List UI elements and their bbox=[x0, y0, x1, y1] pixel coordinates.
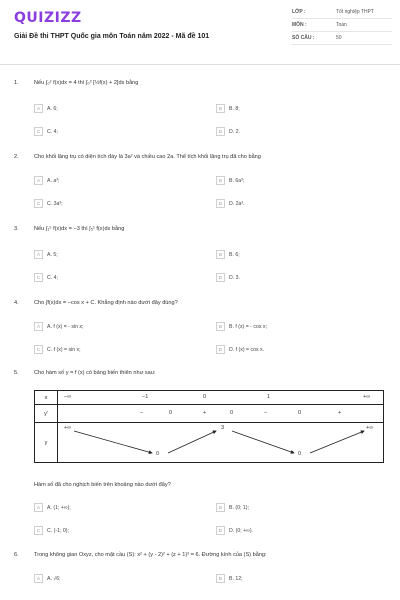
option-c[interactable] bbox=[34, 273, 58, 282]
option-a[interactable] bbox=[34, 176, 59, 185]
x-value: −∞ bbox=[64, 394, 72, 400]
option-text: B. 12; bbox=[229, 575, 243, 582]
meta-row-count bbox=[292, 32, 392, 45]
option-text: D. (0; +∞). bbox=[229, 527, 254, 534]
y-value: 0 bbox=[156, 451, 160, 457]
option-key: A bbox=[34, 503, 43, 512]
option-key: B bbox=[216, 322, 225, 331]
option-b[interactable] bbox=[216, 503, 249, 512]
table-yp-label: y' bbox=[35, 405, 58, 423]
option-d[interactable] bbox=[216, 199, 245, 208]
variation-table bbox=[34, 390, 384, 463]
question-number: 2. bbox=[14, 154, 19, 160]
header-divider bbox=[0, 64, 400, 65]
table-yp-row bbox=[58, 405, 384, 423]
option-text: D. 2a³. bbox=[229, 200, 245, 207]
option-key: C bbox=[34, 199, 43, 208]
meta-label: LỚP : bbox=[292, 9, 306, 15]
y-value: 3 bbox=[221, 425, 225, 431]
question-number: 1. bbox=[14, 80, 19, 86]
option-d[interactable] bbox=[216, 526, 253, 535]
y-value: 0 bbox=[298, 451, 302, 457]
option-key: D bbox=[216, 199, 225, 208]
option-text: B. 6; bbox=[229, 251, 240, 258]
option-key: A bbox=[34, 104, 43, 113]
option-key: C bbox=[34, 127, 43, 136]
x-value: +∞ bbox=[363, 394, 371, 400]
meta-row-class bbox=[292, 6, 392, 19]
option-key: B bbox=[216, 250, 225, 259]
option-key: D bbox=[216, 273, 225, 282]
meta-value: Tốt nghiệp THPT bbox=[336, 9, 374, 15]
question-number: 6. bbox=[14, 552, 19, 558]
y-value: +∞ bbox=[366, 425, 374, 431]
option-text: C. f (x) = sin x; bbox=[47, 346, 81, 353]
question-text: Cho hàm số y = f (x) có bảng biến thiên như sau: bbox=[34, 370, 156, 376]
sign: 0 bbox=[298, 410, 302, 416]
option-key: C bbox=[34, 345, 43, 354]
option-key: C bbox=[34, 273, 43, 282]
question-text: Nếu ∫₀² f(x)dx = 4 thì ∫₀² [½f(x) + 2]dx bằng bbox=[34, 80, 139, 86]
sign: 0 bbox=[169, 410, 173, 416]
option-d[interactable] bbox=[216, 127, 240, 136]
question-text: Cho khối lăng trụ có diện tích đáy là 3a² và chiều cao 2a. Thể tích khối lăng trụ đã cho bằng bbox=[34, 154, 261, 160]
option-key: A bbox=[34, 250, 43, 259]
option-key: B bbox=[216, 176, 225, 185]
option-a[interactable] bbox=[34, 250, 58, 259]
sign: + bbox=[338, 410, 342, 416]
option-d[interactable] bbox=[216, 345, 264, 354]
option-text: C. 3a³; bbox=[47, 200, 63, 207]
meta-label: SỐ CÂU : bbox=[292, 35, 315, 41]
sign: − bbox=[140, 410, 144, 416]
option-b[interactable] bbox=[216, 250, 240, 259]
option-key: B bbox=[216, 503, 225, 512]
x-value: −1 bbox=[142, 394, 149, 400]
option-key: C bbox=[34, 526, 43, 535]
option-text: A. 5; bbox=[47, 251, 58, 258]
meta-panel bbox=[292, 6, 392, 45]
option-text: D. f (x) = cos x. bbox=[229, 346, 265, 353]
option-a[interactable] bbox=[34, 322, 83, 331]
option-key: D bbox=[216, 127, 225, 136]
page-title: Giải Đề thi THPT Quốc gia môn Toán năm 2022 - Mã đề 101 bbox=[14, 33, 210, 40]
option-text: A. (1; +∞); bbox=[47, 504, 71, 511]
option-key: D bbox=[216, 345, 225, 354]
table-x-row bbox=[58, 391, 384, 405]
sign: − bbox=[264, 410, 268, 416]
x-value: 1 bbox=[267, 394, 271, 400]
x-value: 0 bbox=[203, 394, 207, 400]
option-b[interactable] bbox=[216, 176, 244, 185]
meta-label: MÔN : bbox=[292, 22, 307, 28]
option-key: D bbox=[216, 526, 225, 535]
meta-row-subject bbox=[292, 19, 392, 32]
option-text: C. 4; bbox=[47, 128, 58, 135]
option-text: A. a³; bbox=[47, 177, 60, 184]
option-b[interactable] bbox=[216, 322, 267, 331]
table-x-label: x bbox=[35, 391, 58, 405]
option-text: C. (-1; 0); bbox=[47, 527, 69, 534]
option-key: A bbox=[34, 176, 43, 185]
option-d[interactable] bbox=[216, 273, 240, 282]
option-b[interactable] bbox=[216, 574, 243, 583]
quizizz-logo: QUIZIZZ bbox=[14, 10, 82, 26]
table-y-row bbox=[58, 423, 384, 463]
option-a[interactable] bbox=[34, 574, 61, 583]
option-text: B. f (x) = - cos x; bbox=[229, 323, 267, 330]
question-text: Trong không gian Oxyz, cho mặt cầu (S): x² + (y - 2)² + (z + 1)² = 6. Đường kính của (S) bằng: bbox=[34, 552, 267, 558]
question-number: 5. bbox=[14, 370, 19, 376]
option-text: B. (0; 1); bbox=[229, 504, 249, 511]
option-c[interactable] bbox=[34, 526, 69, 535]
option-c[interactable] bbox=[34, 199, 63, 208]
question-number: 3. bbox=[14, 226, 19, 232]
option-a[interactable] bbox=[34, 503, 71, 512]
option-key: B bbox=[216, 104, 225, 113]
option-text: B. 8; bbox=[229, 105, 240, 112]
sign: 0 bbox=[230, 410, 234, 416]
option-text: A. √6; bbox=[47, 575, 61, 582]
option-text: C. 4; bbox=[47, 274, 58, 281]
option-text: D. 2. bbox=[229, 128, 240, 135]
option-key: A bbox=[34, 574, 43, 583]
meta-value: 50 bbox=[336, 35, 342, 41]
option-text: A. f (x) = - sin x; bbox=[47, 323, 84, 330]
question-text: Cho ∫f(x)dx = −cos x + C. Khẳng định nào dưới đây đúng? bbox=[34, 300, 178, 306]
y-value: +∞ bbox=[64, 425, 72, 431]
table-y-label: y bbox=[35, 423, 58, 463]
question-text: Nếu ∫₁⁵ f(x)dx = −3 thì ∫₅¹ f(x)dx bằng bbox=[34, 226, 125, 232]
option-text: B. 6a³; bbox=[229, 177, 245, 184]
question-number: 4. bbox=[14, 300, 19, 306]
option-key: B bbox=[216, 574, 225, 583]
option-text: D. 3. bbox=[229, 274, 240, 281]
option-c[interactable] bbox=[34, 127, 58, 136]
question-text: Hàm số đã cho nghịch biến trên khoảng nào dưới đây? bbox=[34, 482, 171, 488]
option-key: A bbox=[34, 322, 43, 331]
meta-value: Toán bbox=[336, 22, 347, 28]
option-a[interactable] bbox=[34, 104, 58, 113]
sign: + bbox=[203, 410, 207, 416]
option-b[interactable] bbox=[216, 104, 240, 113]
option-text: A. 6; bbox=[47, 105, 58, 112]
option-c[interactable] bbox=[34, 345, 81, 354]
